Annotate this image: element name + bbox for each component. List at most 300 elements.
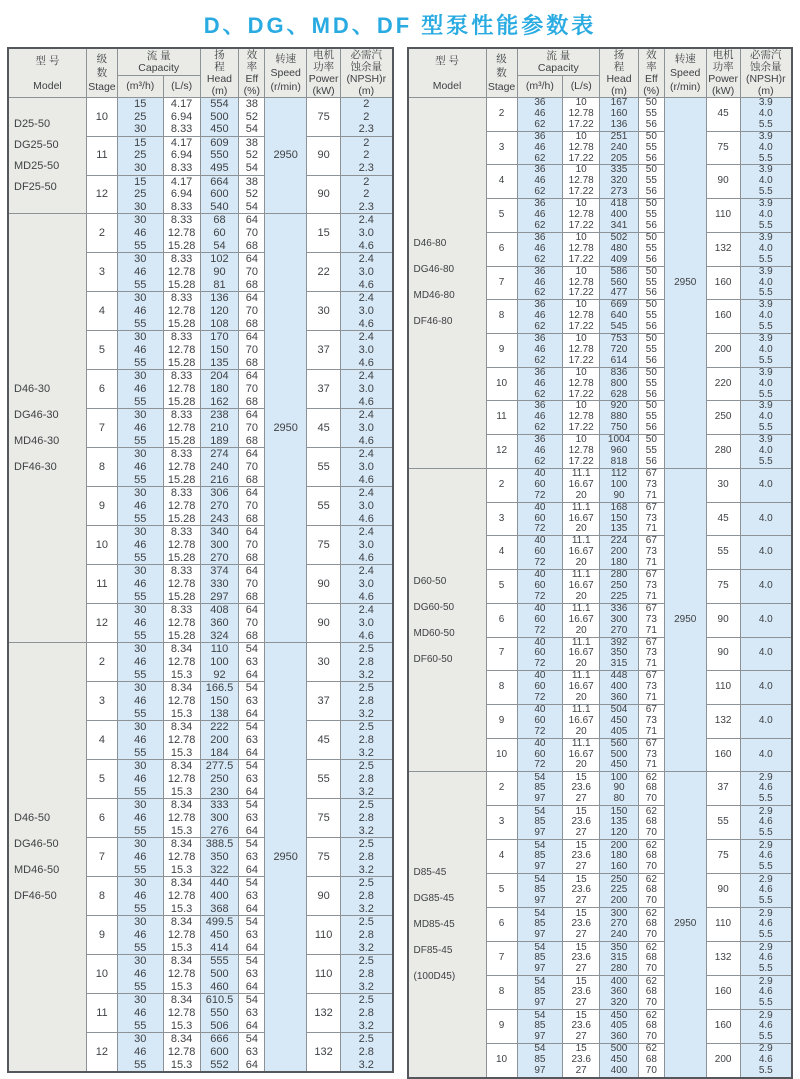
- cell-line: 3.0: [358, 266, 374, 279]
- head-cell: [600, 772, 639, 806]
- stage-cell: [486, 806, 517, 840]
- cell-line: 64: [245, 668, 258, 681]
- stage-cell: [486, 468, 517, 502]
- cell-line: 243: [210, 512, 229, 525]
- model-labels: [409, 237, 486, 328]
- cell-line: 54: [245, 721, 258, 734]
- cell-line: 68: [645, 1020, 657, 1032]
- cell-line: 45: [317, 734, 330, 747]
- cell-line: 54: [534, 805, 546, 817]
- cell-line: 36: [534, 366, 546, 378]
- npsh-cell: [341, 916, 393, 955]
- cell-line: 110: [715, 209, 732, 221]
- cell-line: 720: [610, 343, 628, 355]
- power-cell: [706, 334, 740, 368]
- cell-line: 62: [534, 186, 546, 198]
- speed-cell: [265, 643, 307, 1072]
- cell-line: 15: [134, 98, 147, 110]
- cell-line: 54: [245, 200, 258, 213]
- flow-m3h-cell: [117, 98, 163, 137]
- cell-line: 2: [98, 656, 105, 669]
- cell-line: (kW): [312, 85, 335, 97]
- cell-line: 250: [714, 411, 732, 423]
- eff-cell: [638, 334, 664, 368]
- cell-line: 型 号: [435, 54, 459, 67]
- cell-line: 12.78: [167, 773, 196, 786]
- cell-line: 132: [714, 714, 732, 726]
- cell-line: 335: [610, 164, 628, 176]
- npsh-cell: [341, 682, 393, 721]
- power-cell: [706, 1044, 740, 1078]
- cell-line: 70: [645, 1065, 657, 1077]
- cell-line: 30: [134, 409, 147, 422]
- header-speed: [664, 48, 706, 98]
- cell-line: 5.5: [758, 422, 773, 434]
- cell-line: 600: [210, 188, 229, 201]
- head-cell: [600, 401, 639, 435]
- cell-line: 62: [645, 839, 657, 851]
- cell-line: 85: [534, 918, 546, 930]
- head-cell: [600, 671, 639, 705]
- header-npsh: [740, 48, 792, 98]
- cell-line: 240: [210, 461, 229, 474]
- cell-line: 5.5: [758, 1065, 773, 1077]
- power-cell: [706, 840, 740, 874]
- cell-line: 70: [645, 997, 657, 1009]
- cell-line: 30: [134, 487, 147, 500]
- cell-line: 450: [610, 759, 628, 771]
- cell-line: 3: [498, 141, 505, 153]
- model-label: DF25-50: [14, 180, 57, 193]
- cell-line: 2950: [674, 276, 697, 288]
- npsh-cell: [341, 799, 393, 838]
- flow-ls-cell: [163, 643, 200, 682]
- flow-m3h-cell: [517, 637, 563, 671]
- cell-line: 10: [575, 299, 587, 311]
- cell-line: 12.78: [167, 305, 196, 318]
- cell-line: 36: [534, 97, 546, 108]
- cell-line: 550: [210, 149, 229, 162]
- cell-line: 12.78: [568, 175, 594, 187]
- cell-line: 60: [534, 647, 546, 659]
- cell-line: 67: [645, 670, 657, 682]
- cell-line: 500: [610, 1043, 628, 1055]
- eff-cell: [638, 536, 664, 570]
- cell-line: 16.67: [568, 681, 594, 693]
- cell-line: 70: [245, 539, 258, 552]
- cell-line: 级: [496, 53, 507, 65]
- cell-line: 46: [134, 461, 147, 474]
- cell-line: 341: [610, 219, 628, 231]
- cell-line: 55: [645, 141, 657, 153]
- cell-line: 92: [213, 668, 226, 681]
- cell-line: 250: [610, 873, 628, 885]
- cell-line: 12.78: [167, 968, 196, 981]
- cell-line: 55: [134, 902, 147, 915]
- flow-m3h-cell: [517, 908, 563, 942]
- cell-line: 2.8: [358, 1045, 374, 1058]
- cell-line: 160: [714, 276, 732, 288]
- cell-line: 2.8: [358, 890, 374, 903]
- cell-line: 68: [245, 317, 258, 330]
- cell-line: 12.78: [568, 209, 594, 221]
- cell-line: 12.78: [568, 377, 594, 389]
- cell-line: 15.28: [167, 395, 196, 408]
- cell-line: 220: [714, 377, 732, 389]
- cell-line: 2.5: [358, 643, 374, 656]
- cell-line: 46: [134, 851, 147, 864]
- cell-line: 蚀余量: [350, 61, 383, 73]
- model-cell: [408, 98, 487, 469]
- cell-line: 2: [98, 227, 105, 240]
- cell-line: 4: [498, 175, 505, 187]
- cell-line: 25: [134, 110, 147, 123]
- flow-m3h-cell: [517, 603, 563, 637]
- cell-line: 2950: [674, 613, 697, 625]
- speed-cell: [664, 98, 706, 469]
- cell-line: 55: [134, 707, 147, 720]
- model-cell: [408, 468, 487, 771]
- npsh-cell: [341, 98, 393, 137]
- cell-line: 6: [98, 383, 105, 396]
- cell-line: 12.78: [167, 578, 196, 591]
- power-cell: [307, 214, 341, 253]
- cell-line: 3.0: [358, 578, 374, 591]
- cell-line: 4.6: [358, 356, 374, 369]
- cell-line: 46: [134, 773, 147, 786]
- cell-line: 64: [245, 331, 258, 344]
- power-cell: [307, 253, 341, 292]
- flow-ls-cell: [163, 799, 200, 838]
- cell-line: 20: [575, 658, 587, 670]
- flow-m3h-cell: [117, 448, 163, 487]
- performance-table-right: [407, 47, 794, 1079]
- cell-line: 6.94: [170, 110, 193, 123]
- stage-cell: [486, 266, 517, 300]
- cell-line: 2.4: [358, 448, 374, 461]
- cell-line: 97: [534, 827, 546, 839]
- cell-line: 8.34: [170, 994, 193, 1007]
- npsh-cell: [740, 908, 792, 942]
- cell-line: 55: [134, 668, 147, 681]
- cell-line: 16.67: [568, 546, 594, 558]
- cell-line: 3.0: [358, 344, 374, 357]
- eff-cell: [239, 214, 265, 253]
- cell-line: 9: [498, 1020, 505, 1032]
- cell-line: 2.3: [358, 161, 374, 174]
- cell-line: 81: [213, 278, 226, 291]
- cell-line: 2.4: [358, 370, 374, 383]
- cell-line: 4.0: [758, 343, 773, 355]
- cell-line: 62: [534, 354, 546, 366]
- cell-line: 72: [534, 725, 546, 737]
- power-cell: [706, 266, 740, 300]
- flow-ls-cell: [163, 292, 200, 331]
- flow-m3h-cell: [517, 1044, 563, 1078]
- flow-ls-cell: [563, 671, 600, 705]
- cell-line: 90: [213, 266, 226, 279]
- cell-line: 68: [645, 816, 657, 828]
- cell-line: 45: [717, 107, 729, 119]
- cell-line: 2.8: [358, 968, 374, 981]
- cell-line: 9: [498, 714, 505, 726]
- head-cell: [600, 570, 639, 604]
- power-cell: [307, 682, 341, 721]
- cell-line: 55: [134, 980, 147, 993]
- cell-line: 64: [245, 824, 258, 837]
- cell-line: 628: [610, 388, 628, 400]
- cell-line: 12.78: [167, 344, 196, 357]
- cell-line: 132: [714, 952, 732, 964]
- power-cell: [307, 1033, 341, 1072]
- cell-line: 12: [95, 617, 109, 630]
- cell-line: 753: [610, 333, 628, 345]
- cell-line: 功率: [313, 61, 335, 73]
- cell-line: 11.1: [571, 569, 591, 581]
- cell-line: 15.3: [170, 785, 193, 798]
- cell-line: 3.2: [358, 902, 374, 915]
- cell-line: 54: [245, 1033, 258, 1046]
- cell-line: 8: [98, 890, 105, 903]
- cell-line: 3.9: [758, 231, 773, 243]
- power-cell: [307, 916, 341, 955]
- cell-line: (r/min): [670, 81, 701, 93]
- npsh-cell: [341, 721, 393, 760]
- stage-cell: [486, 840, 517, 874]
- cell-line: 10: [575, 198, 587, 210]
- cell-line: 40: [534, 467, 546, 479]
- cell-line: 73: [645, 512, 657, 524]
- cell-line: 30: [134, 838, 147, 851]
- eff-cell: [239, 877, 265, 916]
- cell-line: 2.5: [358, 877, 374, 890]
- cell-line: Capacity: [138, 61, 180, 74]
- cell-line: 135: [610, 816, 628, 828]
- cell-line: 15: [575, 907, 587, 919]
- cell-line: 50: [645, 130, 657, 142]
- cell-line: 46: [534, 343, 546, 355]
- flow-m3h-cell: [117, 877, 163, 916]
- cell-line: 4.0: [758, 714, 773, 726]
- stage-cell: [486, 704, 517, 738]
- head-cell: [200, 253, 239, 292]
- cell-line: 200: [610, 839, 628, 851]
- power-cell: [706, 976, 740, 1010]
- cell-line: 54: [534, 975, 546, 987]
- cell-line: 62: [534, 287, 546, 299]
- cell-line: 12: [95, 1045, 109, 1058]
- cell-line: 5.5: [758, 186, 773, 198]
- power-cell: [307, 760, 341, 799]
- stage-cell: [86, 838, 117, 877]
- header-unit-ls: [163, 75, 200, 97]
- cell-line: 15: [575, 771, 587, 783]
- header-model: [8, 48, 86, 98]
- model-cell: [8, 643, 86, 1072]
- flow-ls-cell: [563, 806, 600, 840]
- cell-line: 2: [498, 782, 505, 794]
- speed-cell: [664, 772, 706, 1078]
- cell-line: 15.28: [167, 590, 196, 603]
- cell-line: 6: [498, 613, 505, 625]
- flow-ls-cell: [563, 266, 600, 300]
- cell-line: 73: [645, 546, 657, 558]
- cell-line: 15.3: [170, 707, 193, 720]
- cell-line: 210: [210, 422, 229, 435]
- cell-line: 30: [134, 760, 147, 773]
- npsh-cell: [341, 838, 393, 877]
- cell-line: 200: [714, 1054, 732, 1066]
- cell-line: 46: [134, 929, 147, 942]
- cell-line: 3.9: [758, 97, 773, 108]
- cell-line: 440: [210, 877, 229, 890]
- cell-line: 2.9: [758, 1043, 773, 1055]
- cell-line: 40: [534, 535, 546, 547]
- stage-cell: [486, 671, 517, 705]
- cell-line: 11: [96, 578, 108, 591]
- cell-line: 63: [245, 812, 258, 825]
- head-cell: [600, 435, 639, 469]
- cell-line: 4.6: [358, 239, 374, 252]
- cell-line: 10: [575, 434, 587, 446]
- cell-line: 4.6: [758, 986, 773, 998]
- cell-line: 27: [575, 1065, 587, 1077]
- cell-line: 4.0: [758, 579, 773, 591]
- cell-line: 222: [210, 721, 229, 734]
- flow-ls-cell: [163, 721, 200, 760]
- cell-line: 3.0: [358, 500, 374, 513]
- cell-line: 27: [575, 997, 587, 1009]
- cell-line: Eff: [645, 73, 658, 85]
- cell-line: 320: [610, 997, 628, 1009]
- stage-cell: [86, 721, 117, 760]
- npsh-cell: [740, 199, 792, 233]
- npsh-cell: [740, 334, 792, 368]
- cell-line: 12.78: [167, 266, 196, 279]
- flow-m3h-cell: [517, 874, 563, 908]
- cell-line: 20: [575, 725, 587, 737]
- cell-line: 5.5: [758, 997, 773, 1009]
- cell-line: 836: [610, 366, 628, 378]
- stage-cell: [86, 448, 117, 487]
- cell-line: 50: [645, 299, 657, 311]
- cell-line: 97: [534, 963, 546, 975]
- cell-line: 46: [534, 310, 546, 322]
- cell-line: 100: [610, 771, 628, 783]
- cell-line: 8.33: [170, 123, 193, 136]
- cell-line: 64: [245, 604, 258, 617]
- stage-cell: [486, 334, 517, 368]
- model-label: DF60-50: [413, 653, 453, 665]
- cell-line: 110: [314, 929, 333, 942]
- cell-line: 70: [245, 422, 258, 435]
- power-cell: [307, 409, 341, 448]
- model-label: DF46-50: [14, 889, 57, 902]
- header-unit-ls: [563, 75, 600, 97]
- cell-line: 15: [575, 873, 587, 885]
- cell-line: 8: [498, 986, 505, 998]
- stage-cell: [486, 367, 517, 401]
- cell-line: 68: [245, 590, 258, 603]
- head-cell: [600, 502, 639, 536]
- cell-line: 64: [245, 370, 258, 383]
- cell-line: 46: [534, 141, 546, 153]
- cell-line: 4.0: [758, 748, 773, 760]
- header-power: [706, 48, 740, 98]
- cell-line: 70: [245, 461, 258, 474]
- cell-line: 15: [575, 839, 587, 851]
- power-cell: [307, 877, 341, 916]
- cell-line: 586: [610, 265, 628, 277]
- cell-line: 10: [95, 539, 109, 552]
- cell-line: 4.0: [758, 613, 773, 625]
- cell-line: 16.67: [568, 748, 594, 760]
- cell-line: 15.3: [170, 863, 193, 876]
- cell-line: 55: [645, 175, 657, 187]
- cell-line: 135: [210, 356, 229, 369]
- cell-line: 36: [534, 265, 546, 277]
- flow-ls-cell: [163, 370, 200, 409]
- cell-line: 2.4: [358, 409, 374, 422]
- npsh-cell: [740, 671, 792, 705]
- cell-line: 56: [645, 456, 657, 467]
- cell-line: 97: [534, 793, 546, 805]
- cell-line: 3.2: [358, 980, 374, 993]
- head-cell: [200, 98, 239, 137]
- flow-ls-cell: [163, 838, 200, 877]
- cell-line: 46: [134, 500, 147, 513]
- cell-line: 225: [610, 590, 628, 602]
- cell-line: 2.5: [358, 838, 374, 851]
- cell-line: 3: [498, 512, 505, 524]
- flow-m3h-cell: [517, 300, 563, 334]
- cell-line: 70: [645, 827, 657, 839]
- head-cell: [600, 908, 639, 942]
- cell-line: 转速: [674, 53, 696, 65]
- cell-line: 280: [714, 445, 732, 457]
- cell-line: 23.6: [571, 850, 591, 862]
- stage-cell: [486, 536, 517, 570]
- cell-line: 4.0: [758, 681, 773, 693]
- npsh-cell: [740, 131, 792, 165]
- cell-line: 2.5: [358, 682, 374, 695]
- flow-m3h-cell: [117, 175, 163, 214]
- eff-cell: [239, 409, 265, 448]
- flow-m3h-cell: [517, 98, 563, 132]
- eff-cell: [239, 292, 265, 331]
- cell-line: 499.5: [205, 916, 234, 929]
- eff-cell: [239, 136, 265, 175]
- cell-line: 4: [98, 305, 105, 318]
- cell-line: 15.28: [167, 317, 196, 330]
- cell-line: 550: [210, 1007, 229, 1020]
- model-section: [8, 98, 393, 214]
- header-head: [200, 48, 239, 98]
- cell-line: 97: [534, 1065, 546, 1077]
- cell-line: 46: [134, 1007, 147, 1020]
- cell-line: 46: [534, 107, 546, 119]
- cell-line: 67: [645, 501, 657, 513]
- cell-line: 6.94: [170, 188, 193, 201]
- cell-line: 70: [245, 227, 258, 240]
- cell-line: 63: [245, 1007, 258, 1020]
- eff-cell: [239, 604, 265, 643]
- stage-cell: [86, 916, 117, 955]
- cell-line: 184: [210, 746, 229, 759]
- model-label: DF46-80: [413, 316, 453, 328]
- npsh-cell: [341, 526, 393, 565]
- table-row: [408, 468, 793, 502]
